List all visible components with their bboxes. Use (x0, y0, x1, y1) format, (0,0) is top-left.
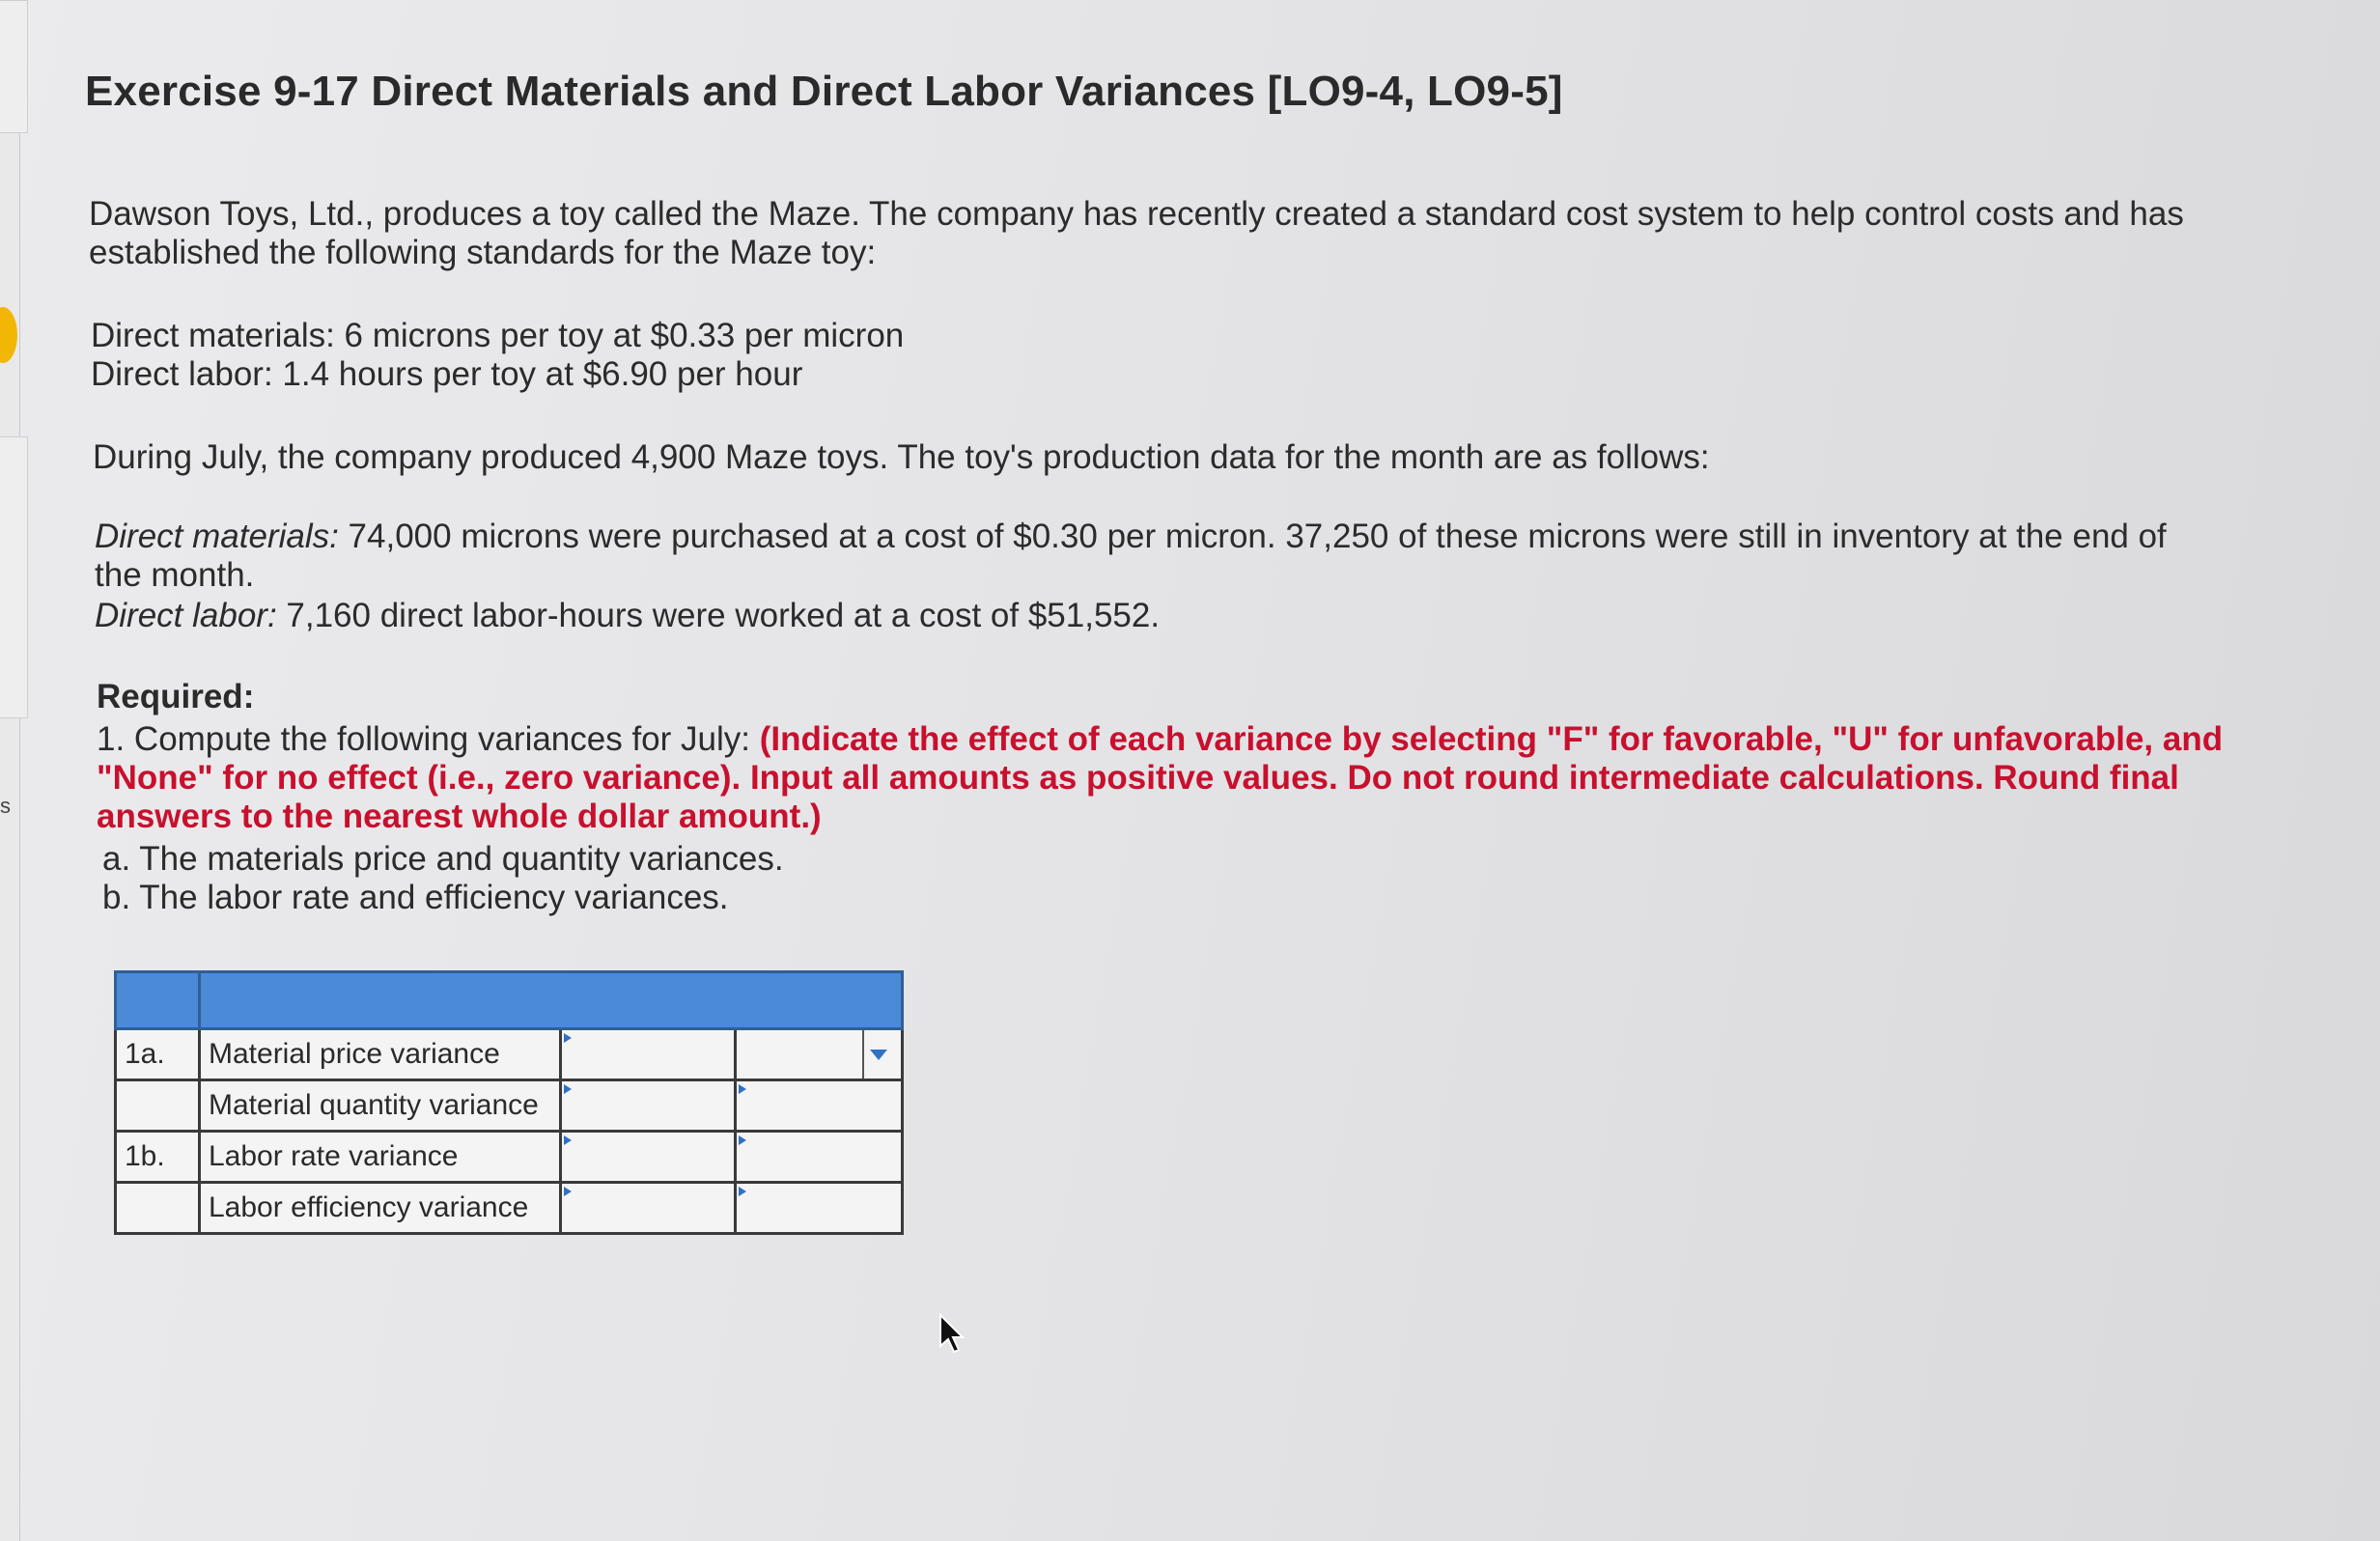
standard-materials: Direct materials: 6 microns per toy at $0.33 per micron (91, 317, 905, 354)
material-price-effect-dropdown[interactable] (737, 1030, 901, 1079)
required-item-1 (97, 720, 2230, 836)
row-number: 1b. (116, 1132, 200, 1183)
row-label: Material quantity variance (200, 1080, 561, 1132)
amount-cell (561, 1029, 736, 1080)
standard-labor: Direct labor: 1.4 hours per toy at $6.90 per hour (91, 355, 803, 393)
answer-table-header (116, 972, 903, 1029)
effect-cell (736, 1183, 903, 1234)
production-materials (95, 518, 2209, 595)
amount-cell (561, 1183, 736, 1234)
row-label: Material price variance (200, 1029, 561, 1080)
cell-marker-icon (739, 1084, 746, 1094)
cell-marker-icon (564, 1033, 572, 1043)
row-number: 1a. (116, 1029, 200, 1080)
required-item-b: b. The labor rate and efficiency variances. (102, 879, 729, 916)
july-paragraph: During July, the company produced 4,900 Maze toys. The toy's production data for the month are as follows: (93, 438, 1710, 476)
row-label: Labor efficiency variance (200, 1183, 561, 1234)
cell-marker-icon (564, 1135, 572, 1145)
left-panel-tab (0, 0, 28, 133)
mouse-pointer-icon (938, 1313, 967, 1356)
row-number (116, 1183, 200, 1234)
required-heading: Required: (97, 678, 255, 715)
effect-cell (736, 1029, 903, 1080)
cell-marker-icon (564, 1187, 572, 1196)
required-item-1-prefix: 1. Compute the following variances for July: (97, 720, 760, 758)
material-quantity-effect-input[interactable] (737, 1081, 901, 1130)
header-cell (200, 972, 903, 1029)
production-labor (95, 597, 1160, 635)
labor-efficiency-amount-input[interactable] (562, 1184, 734, 1232)
row-label: Labor rate variance (200, 1132, 561, 1183)
table-row (116, 1132, 903, 1183)
header-cell (116, 972, 200, 1029)
effect-cell (736, 1080, 903, 1132)
answer-table (114, 970, 904, 1235)
cell-marker-icon (564, 1084, 572, 1094)
left-panel-letter: s (0, 794, 11, 818)
material-quantity-amount-input[interactable] (562, 1081, 734, 1130)
labor-rate-amount-input[interactable] (562, 1133, 734, 1181)
exercise-content (85, 68, 2224, 1223)
production-labor-text: 7,160 direct labor-hours were worked at a cost of $51,552. (276, 597, 1161, 634)
left-panel-edge (0, 0, 20, 1541)
cell-marker-icon (739, 1187, 746, 1196)
intro-paragraph: Dawson Toys, Ltd., produces a toy called the Maze. The company has recently created a standard cost system to help control costs and has established the following standards for the Maze toy: (89, 195, 2184, 271)
table-row (116, 1029, 903, 1080)
production-materials-label: Direct materials: (95, 518, 339, 555)
row-number (116, 1080, 200, 1132)
production-labor-label: Direct labor: (95, 597, 277, 634)
page-title: Exercise 9-17 Direct Materials and Direct Labor Variances [LO9-4, LO9-5] (85, 68, 1563, 115)
amount-cell (561, 1080, 736, 1132)
required-item-a: a. The materials price and quantity variances. (102, 840, 784, 878)
table-row (116, 1080, 903, 1132)
production-materials-text: 74,000 microns were purchased at a cost of $0.30 per micron. 37,250 of these microns were still in inventory at the end of the month. (95, 518, 2167, 594)
table-row (116, 1183, 903, 1234)
material-price-amount-input[interactable] (562, 1030, 734, 1079)
cell-marker-icon (739, 1135, 746, 1145)
effect-cell (736, 1132, 903, 1183)
amount-cell (561, 1132, 736, 1183)
labor-efficiency-effect-input[interactable] (737, 1184, 901, 1232)
left-panel-tab (0, 436, 28, 718)
required-instructions: (Indicate the effect of each variance by selecting "F" for favorable, "U" for unfavorable, and "None" for no effect (i.e., zero variance). Input all amounts as positive values. Do not round intermediate calculations. Round final answers to the nearest whole dollar amount.) (97, 720, 2224, 835)
labor-rate-effect-input[interactable] (737, 1133, 901, 1181)
